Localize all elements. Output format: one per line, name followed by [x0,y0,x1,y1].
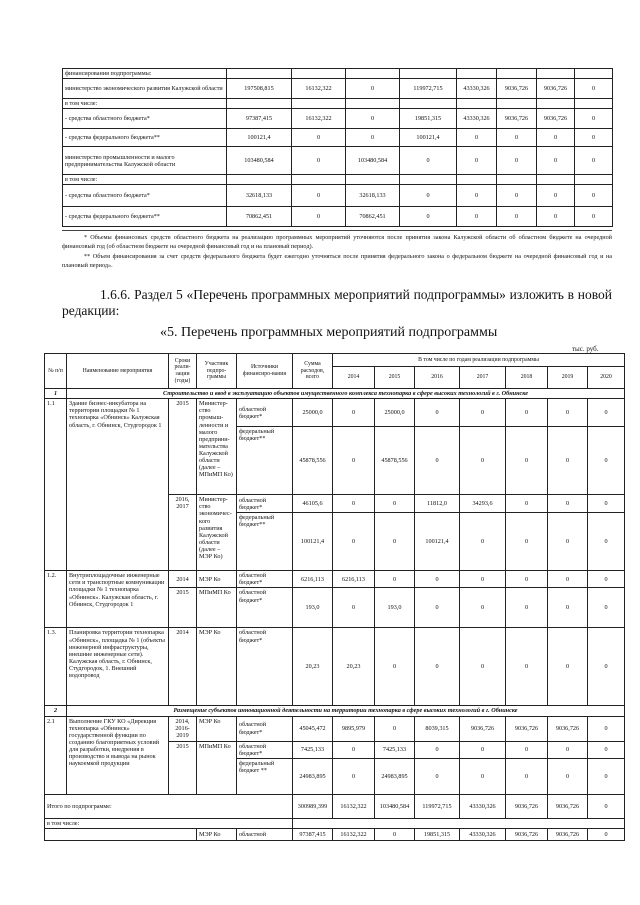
table-cell: 0 [292,185,346,207]
footnote-regional-budget: * Объемы финансовых средств областного бюджета на реализацию программных мероприятий уточняются после принятия закона Калужской области об областном бюджете на очередной финансовый год (об областном бюджете на очередной финансовый год и на плановый период). [62,234,612,250]
table-cell: 2016, 2017 [169,495,197,571]
table-cell: 0 [588,794,625,818]
table-cell: 0 [506,399,548,427]
table-cell: 9036,726 [460,716,506,741]
table-cell: областной бюджет* [237,588,293,628]
table-cell: 0 [333,399,375,427]
table-cell: 100121,4 [293,513,333,571]
table-row [63,99,613,109]
section-number: 1 [45,389,67,399]
table-cell: 0 [548,495,588,513]
header-year: 2014 [333,367,375,389]
table-cell: 9036,726 [506,716,548,741]
footnote-federal-budget: ** Объем финансирования за счет средств федерального бюджета будет ежегодно уточняться после принятия федерального закона о федеральном бюджете на очередной финансовый год и на плановый период». [62,253,612,269]
table-cell: 20,23 [293,628,333,706]
table-cell: 43330,326 [457,79,497,99]
table-cell: федеральный бюджет** [237,427,293,495]
table-cell: 0 [588,571,625,588]
table-cell: 0 [333,427,375,495]
table-cell: 0 [292,129,346,147]
table-cell: МЭР Ко [197,828,237,840]
table-cell [227,99,292,109]
table-cell: 100121,4 [415,513,460,571]
table-cell [292,69,346,79]
table-cell: 0 [375,513,415,571]
table-cell: в том числе: [45,818,293,828]
table-row [63,185,613,207]
table-cell: Министер-ство промыш-ленности и малого предприни-мательства Калужской области (далее – МПиМП Ко) [197,399,237,495]
table-cell: 0 [588,628,625,706]
table-cell: 16132,322 [292,79,346,99]
table-cell: 0 [588,716,625,741]
table-cell: 0 [575,109,613,129]
table-cell: 45045,472 [293,716,333,741]
table-cell: 9036,726 [506,794,548,818]
table-cell: 0 [457,207,497,227]
section-title: «5. Перечень программных мероприятий подпрограммы [160,325,498,340]
table-cell: 0 [506,588,548,628]
table-row [45,794,625,818]
table-cell: 0 [588,828,625,840]
table-cell: 9036,726 [537,79,575,99]
table-cell: 8039,315 [415,716,460,741]
header-year: 2016 [415,367,460,389]
unit-label: тыс. руб. [572,345,599,353]
table-row [45,716,625,741]
table-cell: 0 [537,185,575,207]
table-cell: 0 [548,427,588,495]
table-row [63,147,613,175]
table-cell: 100121,4 [227,129,292,147]
table-cell: 0 [460,628,506,706]
table-cell: 0 [375,495,415,513]
header-year: 2015 [375,367,415,389]
table-cell: в том числе: [63,175,227,185]
header-num: № п/п [45,354,67,389]
table-cell: 20,23 [333,628,375,706]
table-cell: 0 [346,79,400,99]
table-cell: 9036,726 [506,828,548,840]
table-cell: - средства областного бюджета* [63,109,227,129]
table-cell: 97387,415 [227,109,292,129]
table-row [45,628,625,706]
table-cell: 103480,584 [375,794,415,818]
amendment-paragraph: 1.6.6. Раздел 5 «Перечень программных мероприятий подпрограммы» изложить в новой редакции: [62,287,612,318]
table-cell: 0 [575,185,613,207]
table-cell: областной бюджет* [237,716,293,741]
table-row [63,129,613,147]
table-cell: 0 [375,571,415,588]
table-cell: 0 [575,147,613,175]
table-cell: 0 [415,399,460,427]
table-cell: 45878,556 [293,427,333,495]
table-cell: МЭР Ко [197,628,237,706]
table-cell: 193,0 [375,588,415,628]
table-cell: 9036,726 [548,828,588,840]
table-cell: 46105,6 [293,495,333,513]
table-cell: 0 [537,129,575,147]
header-year: 2018 [506,367,548,389]
table-cell: 0 [537,207,575,227]
table-row [45,399,625,427]
table-cell: 16132,322 [333,794,375,818]
table-cell: 70862,451 [227,207,292,227]
table-cell [292,175,346,185]
table-cell: 0 [497,207,537,227]
table-cell [457,175,497,185]
table-cell: - средства федерального бюджета** [63,207,227,227]
table-cell: 0 [588,588,625,628]
table-cell: 32618,133 [346,185,400,207]
table-cell: федеральный бюджет ** [237,758,293,794]
funding-summary-table [62,68,613,227]
table-cell: 2015 [169,588,197,628]
table-cell: 0 [548,513,588,571]
table-cell [293,818,625,828]
table-cell: Размещение субъектов инновационной деятельности на территории технопарка в сфере высоких технологий в г. Обнинске [67,706,625,716]
table-cell: областной бюджет* [237,495,293,513]
table-cell: областной бюджет* [237,741,293,758]
table-cell: 0 [415,741,460,758]
table-cell [400,175,457,185]
table-cell: Министер-ство экономичес-кого развития Калужской области (далее – МЭР Ко) [197,495,237,571]
table-cell: 0 [506,571,548,588]
table-row [63,207,613,227]
table-cell [400,69,457,79]
table-cell: 9036,726 [497,109,537,129]
table-cell: 0 [548,588,588,628]
table-cell: 2015 [169,741,197,794]
table-cell: 0 [506,741,548,758]
table-row [63,69,613,79]
table-cell: 0 [460,513,506,571]
table-cell: 119972,715 [415,794,460,818]
table-cell: 2014 [169,571,197,588]
table-cell: 1.2. [45,571,67,628]
program-measures-table [44,353,625,841]
table-cell: 2014 [169,628,197,706]
table-cell: 100121,4 [400,129,457,147]
table-cell: 34293,6 [460,495,506,513]
table-cell: 0 [400,147,457,175]
section-heading: Строительство и ввод в эксплуатацию объектов имущественного комплекса технопарка в сфере высоких технологий в г. Обнинске [67,389,625,399]
table-cell: 0 [506,427,548,495]
table-cell: 0 [415,758,460,794]
table-cell: - средства федерального бюджета** [63,129,227,147]
table-cell: 0 [346,129,400,147]
table-cell: 0 [588,427,625,495]
table-cell [45,828,197,840]
table-cell: 0 [333,741,375,758]
header-year: 2019 [548,367,588,389]
table-cell: финансирования подпрограммы: [63,69,227,79]
table-cell: 0 [375,628,415,706]
table-cell: 0 [457,129,497,147]
table-cell [346,175,400,185]
table-cell: 0 [548,628,588,706]
table-cell: 0 [460,427,506,495]
table-cell: 0 [506,495,548,513]
table-cell: 45878,556 [375,427,415,495]
table-cell: 6216,113 [333,571,375,588]
table-cell: Здание бизнес-инкубатора на территории площадки № 1 технопарка «Обнинск» Калужская область, г. Обнинск, Студгородок 1 [67,399,169,571]
table-cell: в том числе: [63,99,227,109]
table-cell: 32618,133 [227,185,292,207]
table-cell: федеральный бюджет** [237,513,293,571]
table-cell: 43330,326 [457,109,497,129]
table-cell: 0 [415,628,460,706]
table-cell: областной [237,828,293,840]
table-cell: 25000,0 [293,399,333,427]
table-cell: - средства областного бюджета* [63,185,227,207]
table-cell [457,99,497,109]
table-cell: 11812,0 [415,495,460,513]
header-name: Наименование мероприятия [67,354,169,389]
table-cell: 193,0 [293,588,333,628]
table-cell: 0 [460,588,506,628]
table-cell: 0 [400,207,457,227]
table-cell: 0 [292,147,346,175]
table-cell: 2 [45,706,67,716]
header-by-years: В том числе по годам реализации подпрограммы [333,354,625,367]
table-cell: 0 [537,147,575,175]
table-cell [457,69,497,79]
table-cell [346,69,400,79]
table-cell: 70862,451 [346,207,400,227]
table-cell: 197508,815 [227,79,292,99]
table-cell: 0 [506,628,548,706]
table-cell: министерство экономического развития Калужской области [63,79,227,99]
table-cell [497,175,537,185]
table-cell: 0 [588,513,625,571]
table-cell: 0 [457,147,497,175]
table-cell: 0 [548,571,588,588]
table-cell: 0 [460,571,506,588]
table-cell: Выполнение ГКУ КО «Дирекция технопарка «Обнинск» государственной функции по созданию благоприятных условий для разработки, внедрения в производство и вывода на рынок наукоемкой продукции [67,716,169,794]
table-cell: 0 [333,513,375,571]
table-cell: МПиМП Ко [197,588,237,628]
table-cell: МПиМП Ко [197,741,237,794]
table-row [45,706,625,716]
header-year: 2020 [588,367,625,389]
table-cell: областной бюджет* [237,628,293,706]
table-cell [497,69,537,79]
header-sources: Источники финансиро-вания [237,354,293,389]
table-cell: 0 [460,399,506,427]
table-cell: 0 [333,588,375,628]
footnote-divider [62,230,612,231]
table-cell: 0 [506,758,548,794]
table-cell: 0 [588,399,625,427]
table-cell: 1.3. [45,628,67,706]
table-cell: 0 [548,399,588,427]
table-cell: 0 [575,207,613,227]
table-cell [575,69,613,79]
table-cell [497,99,537,109]
table-cell: 0 [588,741,625,758]
header-participants: Участник подпро-граммы [197,354,237,389]
table-cell: 300989,399 [293,794,333,818]
table-cell [537,69,575,79]
table-cell: 0 [548,741,588,758]
table-cell: 0 [497,129,537,147]
table-row [45,571,625,588]
table-cell: 16132,322 [333,828,375,840]
table-cell: 9036,726 [548,794,588,818]
table-cell: 6216,113 [293,571,333,588]
table-cell [575,99,613,109]
table-cell: 0 [497,185,537,207]
table-cell: Планировка территории технопарка «Обнинск», площадка № 1 (объекты инженерной инфраструктуры, внешние инженерные сети). Калужская область, г. Обнинск, Студгородок, 1. Внешний водопровод [67,628,169,706]
table-cell: 16132,322 [292,109,346,129]
table-row [45,828,625,840]
table-cell: 0 [333,758,375,794]
table-cell: 19851,315 [415,828,460,840]
table-cell: 7425,133 [293,741,333,758]
table-cell: 9036,726 [548,716,588,741]
table-cell: 0 [415,588,460,628]
table-cell: 43330,326 [460,794,506,818]
table-cell: 0 [415,427,460,495]
table-cell: 0 [346,109,400,129]
table-cell: Итого по подпрограмме: [45,794,293,818]
table-cell: 0 [548,758,588,794]
table-cell: областной бюджет* [237,399,293,427]
table-cell: 0 [575,79,613,99]
table-cell: 0 [588,758,625,794]
header-term: Сроки реали-зации (годы) [169,354,197,389]
header-sum: Сумма расходов, всего [293,354,333,389]
table-cell [537,99,575,109]
table-cell: 9036,726 [497,79,537,99]
table-cell: Внутриплощадочные инженерные сети и транспортные коммуникации площадки № 1 технопарка «Обнинск». Калужская область, г. Обнинск, Студгородок 1 [67,571,169,628]
table-cell: 0 [575,129,613,147]
table-cell: областной бюджет* [237,571,293,588]
table-cell: 24983,895 [293,758,333,794]
table-cell [346,99,400,109]
table-cell [227,175,292,185]
table-cell: 0 [460,741,506,758]
table-cell: 103480,584 [227,147,292,175]
table-cell: 103480,584 [346,147,400,175]
table-row [63,109,613,129]
table-cell: 43330,326 [460,828,506,840]
table-cell: 9036,726 [537,109,575,129]
table-cell: 0 [375,828,415,840]
table-cell: 1.1 [45,399,67,571]
table-cell: 0 [375,716,415,741]
table-row [63,175,613,185]
table-row [63,79,613,99]
table-cell: 97387,415 [293,828,333,840]
table-cell: министерство промышленности и малого предпринимательства Калужской области [63,147,227,175]
table-cell: 119972,715 [400,79,457,99]
table-cell: 2.1 [45,716,67,794]
table-cell: 0 [457,185,497,207]
table-cell: 24983,895 [375,758,415,794]
table-cell: 25000,0 [375,399,415,427]
table-cell: 0 [333,495,375,513]
table-cell: МЭР Ко [197,716,237,741]
header-year: 2017 [460,367,506,389]
table-cell [575,175,613,185]
table-cell: 2014, 2016-2019 [169,716,197,741]
table-cell: 19851,315 [400,109,457,129]
table-cell: 2015 [169,399,197,495]
table-cell [292,99,346,109]
table-cell [537,175,575,185]
table-cell: 0 [460,758,506,794]
table-cell: МЭР Ко [197,571,237,588]
table-cell: 9895,979 [333,716,375,741]
table-cell [227,69,292,79]
table-cell: 0 [415,571,460,588]
table-row [45,818,625,828]
table-cell: 0 [292,207,346,227]
table-cell: 0 [506,513,548,571]
table-cell: 0 [497,147,537,175]
table-cell [400,99,457,109]
table-cell: 0 [400,185,457,207]
table-cell: 0 [588,495,625,513]
table-cell: 7425,133 [375,741,415,758]
